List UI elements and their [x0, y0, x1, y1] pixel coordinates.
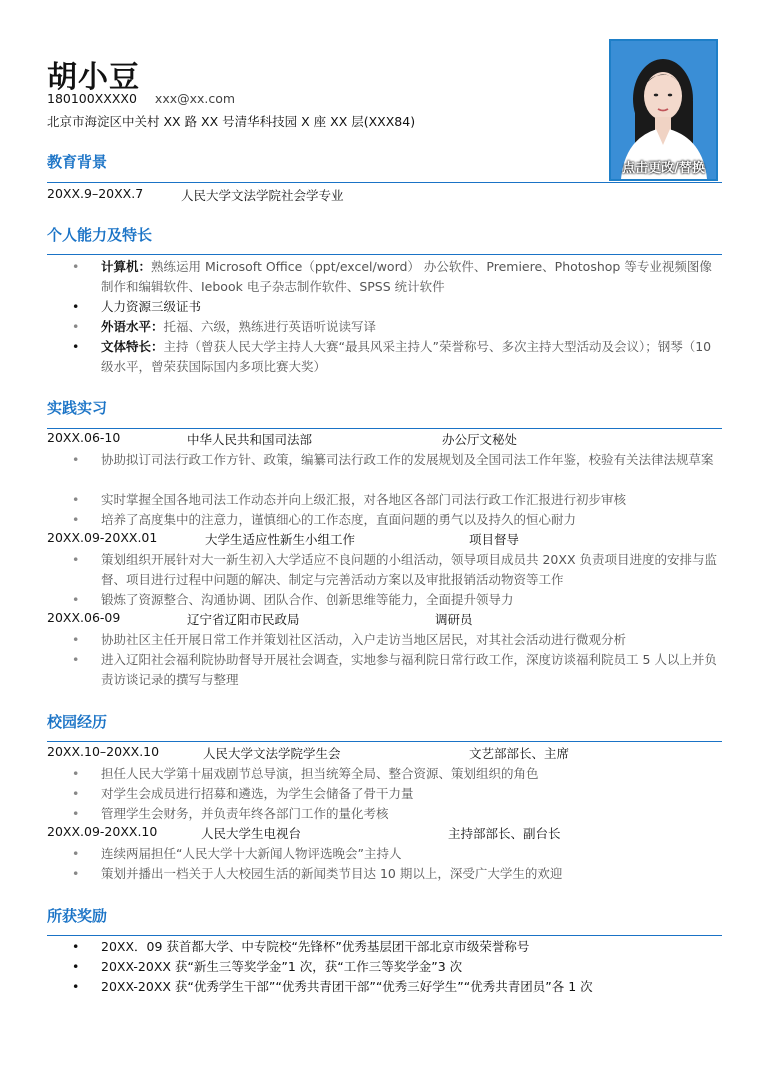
section-title-campus: 校园经历: [47, 713, 108, 731]
campus-org: 人民大学生电视台: [201, 826, 302, 841]
campus-bullet: [72, 864, 722, 884]
section-title-skills: 个人能力及特长: [47, 226, 153, 244]
section-title-awards: 所获奖励: [47, 907, 108, 925]
internship-bullet: [72, 550, 722, 590]
internship-bullet: [72, 650, 722, 690]
campus-role: 文艺部部长、主席: [469, 746, 570, 761]
bullet-text: 策划组织开展针对大一新生初入大学适应不良问题的小组活动，领导项目成员共 20XX 负责项目进度的安排与监督、项目进行过程中问题的解决、制定与完善活动方案以及审批报销活动物资等工作: [101, 552, 717, 587]
internship-bullet: [72, 510, 722, 530]
award-item: [72, 977, 722, 997]
bullet-text: 策划并播出一档关于人大校园生活的新闻类节目达 10 期以上，深受广大学生的欢迎: [101, 866, 563, 881]
home-address: 北京市海淀区中关村 XX 路 XX 号清华科技园 X 座 XX 层(XXX84): [47, 114, 416, 129]
award-text: 20XX．09 获首都大学、中专院校“先锋杯”优秀基层团干部北京市级荣誉称号: [101, 939, 530, 954]
bullet-dot: •: [72, 806, 80, 821]
profile-photo[interactable]: [609, 39, 718, 181]
skill-text: 熟练运用 Microsoft Office（ppt/excel/word） 办公软件、Premiere、Photoshop 等专业视频图像制作和编辑软件、Iebook 电子杂志制作软件、SPSS 统计软件: [101, 259, 712, 294]
skill-text: 托福、六级，熟练进行英语听说读写译: [163, 319, 377, 334]
bullet-text: 协助拟订司法行政工作方针、政策，编纂司法行政工作的发展规划及全国司法工作年鉴，校验有关法律法规草案: [101, 452, 714, 467]
internship-row: [47, 610, 473, 627]
award-item: [72, 957, 722, 977]
bullet-dot: •: [72, 979, 80, 994]
education-school: 人民大学文法学院社会学专业: [181, 188, 344, 203]
campus-bullet: [72, 784, 722, 804]
campus-bullet: [72, 804, 722, 824]
campus-row: [47, 824, 561, 841]
bullet-dot: •: [72, 319, 80, 334]
bullet-text: 进入辽阳社会福利院协助督导开展社会调查，实地参与福利院日常行政工作，深度访谈福利院员工 5 人以上并负责访谈记录的撰写与整理: [101, 652, 717, 687]
bullet-dot: •: [72, 632, 80, 647]
campus-bullet: [72, 764, 722, 784]
section-divider: [47, 741, 722, 742]
skill-item: [72, 297, 722, 317]
internship-bullet: [72, 590, 722, 610]
section-title-education: 教育背景: [47, 153, 108, 171]
skill-text: 主持（曾获人民大学主持人大赛“最具风采主持人”荣誉称号、多次主持大型活动及会议）；钢琴（10 级水平，曾荣获国际国内多项比赛大奖）: [101, 339, 712, 374]
internship-org: 中华人民共和国司法部: [187, 432, 313, 447]
campus-org: 人民大学文法学院学生会: [203, 746, 341, 761]
bullet-dot: •: [72, 299, 80, 314]
education-row: [47, 186, 344, 203]
internship-bullet: [72, 630, 722, 650]
phone-number: 180100XXXX0: [47, 91, 137, 106]
skill-key: 文体特长：: [101, 339, 164, 354]
bullet-text: 对学生会成员进行招募和遴选，为学生会储备了骨干力量: [101, 786, 414, 801]
award-item: [72, 937, 722, 957]
bullet-text: 连续两届担任“人民大学十大新闻人物评选晚会”主持人: [101, 846, 402, 861]
internship-date: 20XX.06-09: [47, 610, 121, 625]
section-divider: [47, 428, 722, 429]
bullet-text: 管理学生会财务，并负责年终各部门工作的量化考核: [101, 806, 389, 821]
bullet-dot: •: [72, 939, 80, 954]
internship-org: 辽宁省辽阳市民政局: [187, 612, 300, 627]
bullet-dot: •: [72, 786, 80, 801]
bullet-text: 协助社区主任开展日常工作并策划社区活动，入户走访当地区居民，对其社会活动进行微观分析: [101, 632, 627, 647]
bullet-text: 担任人民大学第十届戏剧节总导演，担当统筹全局、整合资源、策划组织的角色: [101, 766, 539, 781]
section-divider: [47, 254, 722, 255]
skill-item: [72, 257, 722, 297]
bullet-dot: •: [72, 259, 80, 274]
internship-row: [47, 430, 518, 447]
section-title-internship: 实践实习: [47, 399, 108, 417]
campus-row: [47, 744, 570, 761]
internship-org: 大学生适应性新生小组工作: [205, 532, 356, 547]
education-date: 20XX.9–20XX.7: [47, 186, 144, 201]
bullet-dot: •: [72, 339, 80, 354]
bullet-dot: •: [72, 766, 80, 781]
bullet-dot: •: [72, 552, 80, 567]
internship-date: 20XX.09-20XX.01: [47, 530, 158, 545]
internship-role: 项目督导: [469, 532, 520, 547]
internship-bullet: [72, 490, 722, 510]
section-divider: [47, 182, 722, 183]
bullet-text: 实时掌握全国各地司法工作动态并向上级汇报，对各地区各部门司法行政工作汇报进行初步审核: [101, 492, 627, 507]
internship-role: 办公厅文秘处: [442, 432, 518, 447]
contact-line: [47, 91, 235, 106]
bullet-dot: •: [72, 846, 80, 861]
resume-name: 胡小豆: [47, 60, 140, 95]
bullet-dot: •: [72, 959, 80, 974]
skill-key: 外语水平：: [101, 319, 164, 334]
campus-date: 20XX.09-20XX.10: [47, 824, 158, 839]
campus-bullet: [72, 844, 722, 864]
section-divider: [47, 935, 722, 936]
bullet-dot: •: [72, 592, 80, 607]
skill-key: 计算机：: [101, 259, 152, 274]
bullet-dot: •: [72, 512, 80, 527]
email-address: xxx@xx.com: [154, 91, 236, 106]
campus-role: 主持部部长、副台长: [448, 826, 561, 841]
skill-item: [72, 337, 722, 377]
internship-date: 20XX.06-10: [47, 430, 121, 445]
bullet-dot: •: [72, 492, 80, 507]
photo-change-caption[interactable]: 点击更改/替换: [622, 161, 705, 176]
internship-role: 调研员: [435, 612, 473, 627]
award-text: 20XX-20XX 获“新生三等奖学金”1 次，获“工作三等奖学金”3 次: [101, 959, 463, 974]
award-text: 20XX-20XX 获“优秀学生干部”“优秀共青团干部”“优秀三好学生”“优秀共青团员”各 1 次: [101, 979, 593, 994]
bullet-dot: •: [72, 452, 80, 467]
internship-bullet: [72, 450, 722, 470]
campus-date: 20XX.10–20XX.10: [47, 744, 160, 759]
skill-key: 人力资源三级证书: [101, 299, 202, 314]
bullet-text: 培养了高度集中的注意力，谨慎细心的工作态度，直面问题的勇气以及持久的恒心耐力: [101, 512, 577, 527]
internship-row: [47, 530, 520, 547]
bullet-dot: •: [72, 652, 80, 667]
bullet-dot: •: [72, 866, 80, 881]
bullet-text: 锻炼了资源整合、沟通协调、团队合作、创新思维等能力，全面提升领导力: [101, 592, 514, 607]
skill-item: [72, 317, 722, 337]
